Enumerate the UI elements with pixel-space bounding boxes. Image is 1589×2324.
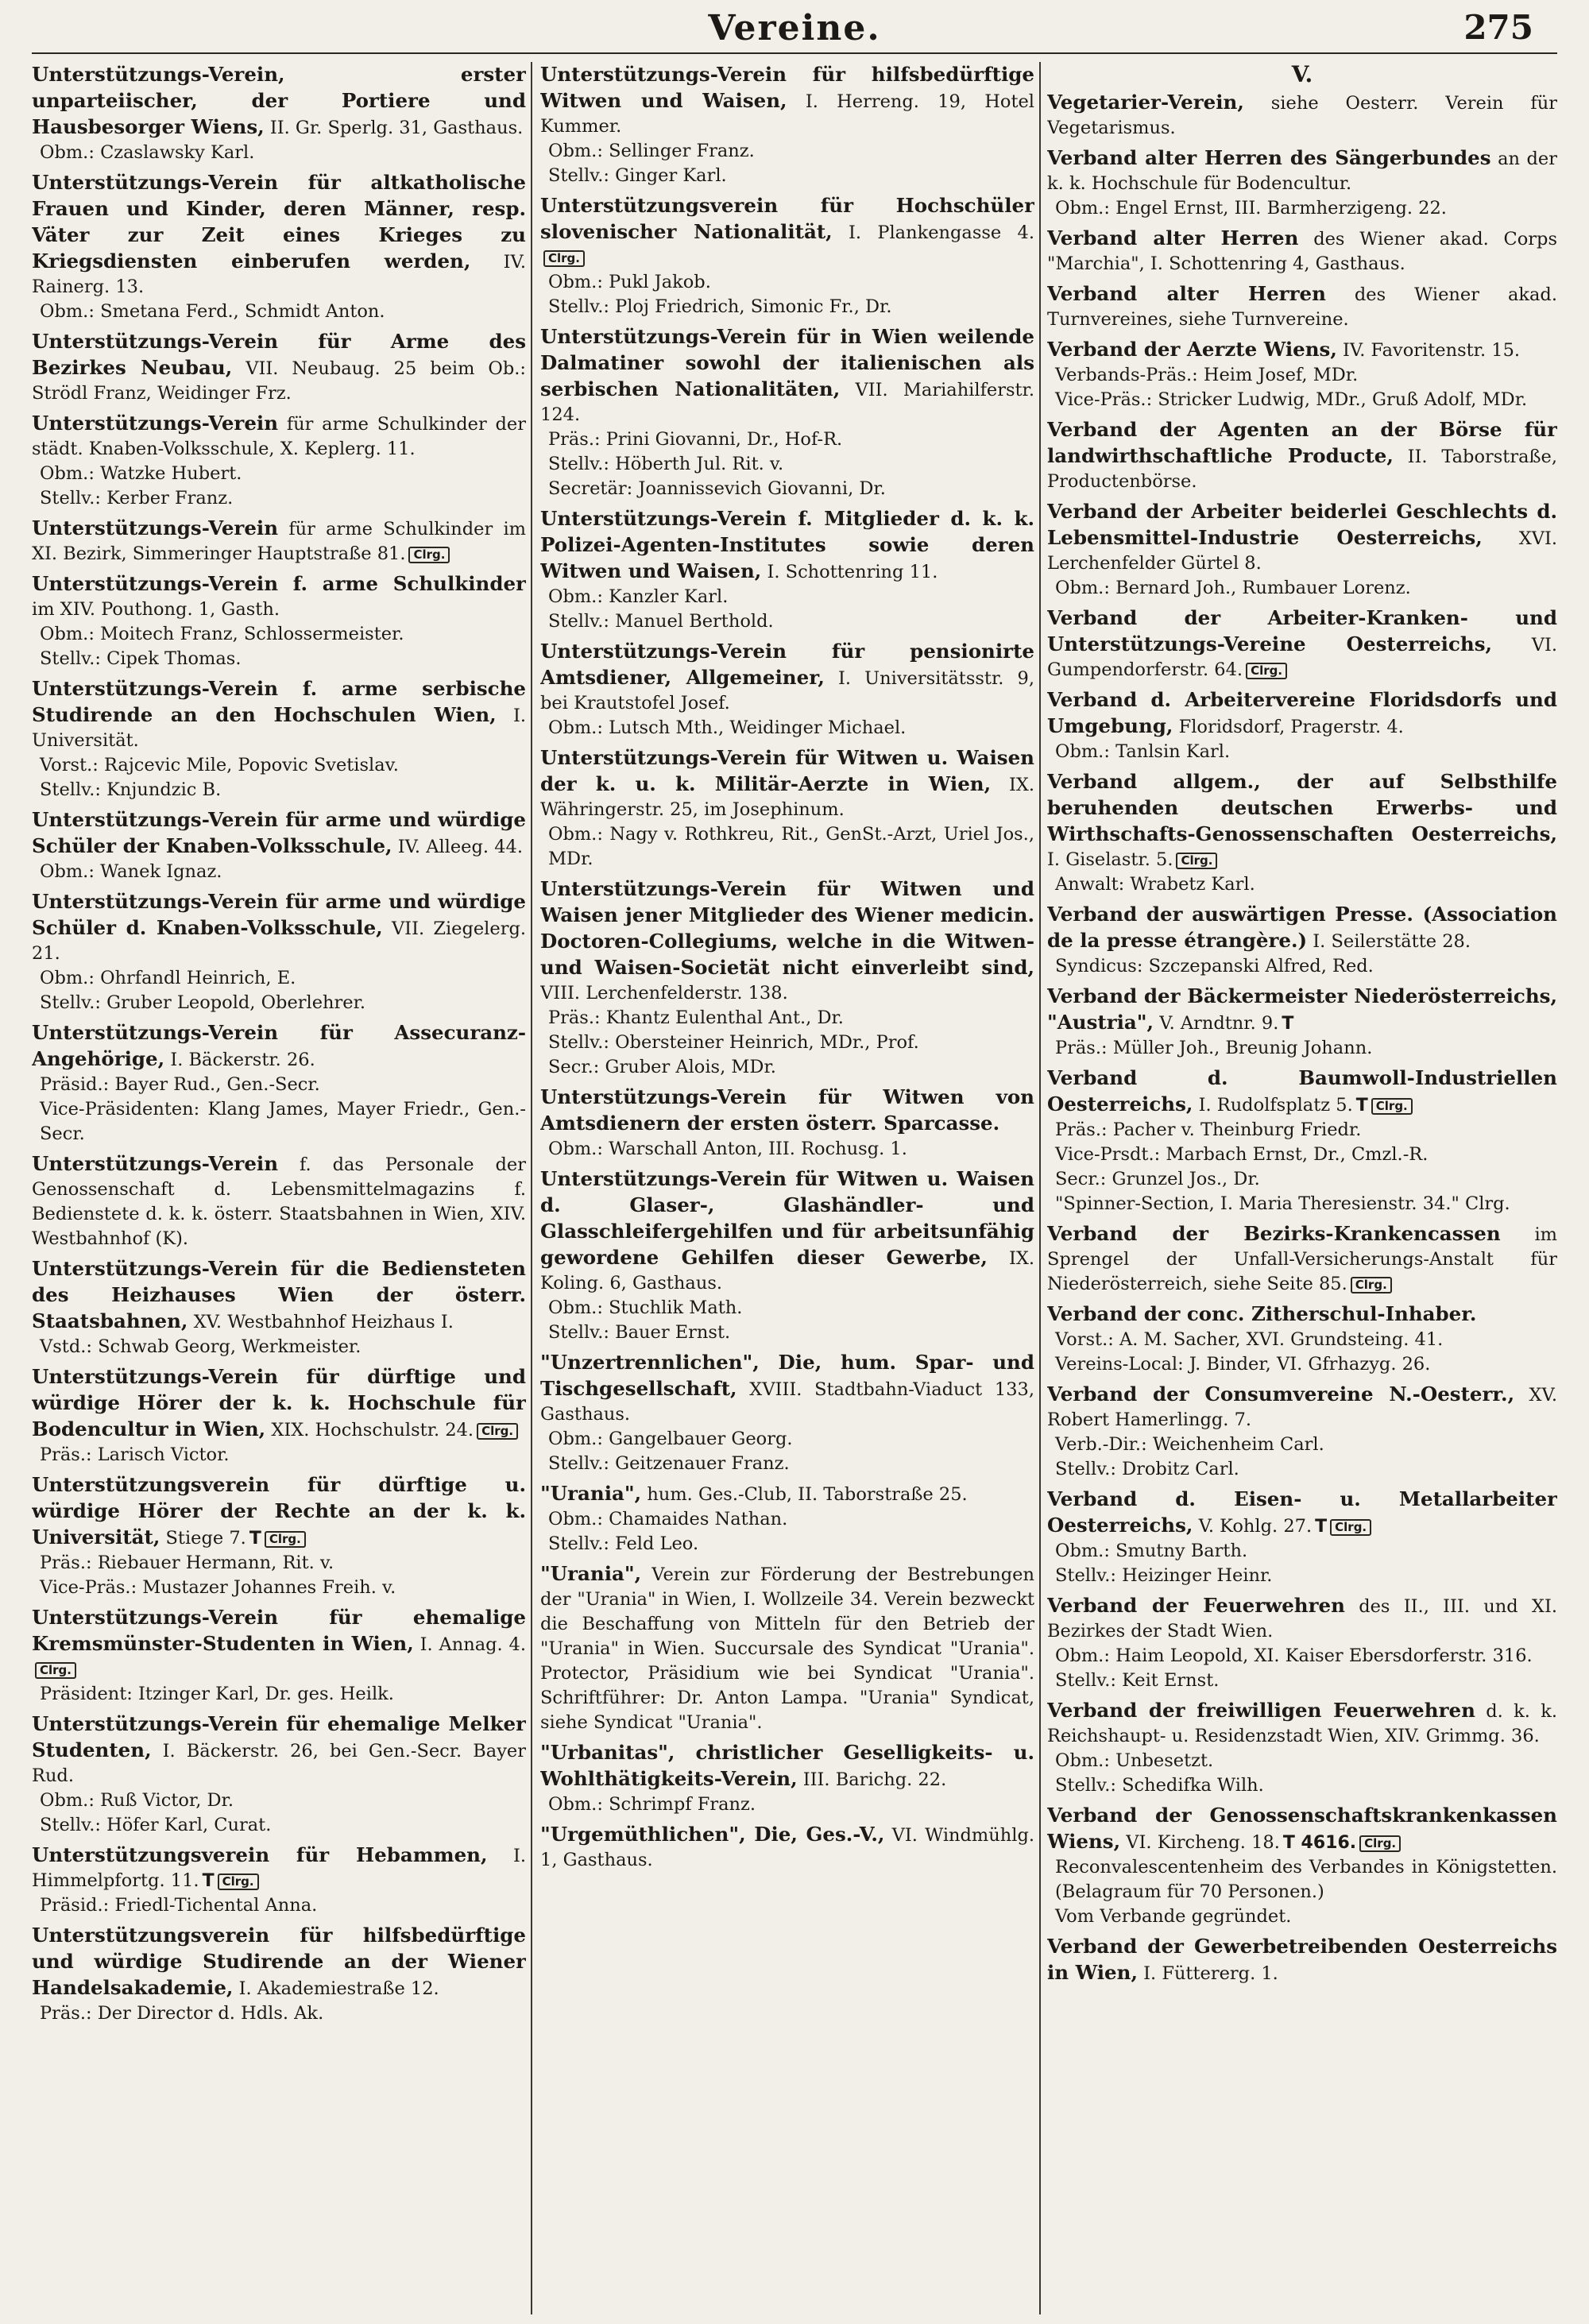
directory-entry — [32, 1605, 526, 1707]
entry-officer-line: Stellv.: Keit Ernst. — [1055, 1670, 1220, 1691]
telephone-mark: T — [1315, 1517, 1328, 1537]
entry-address: VII. Mariahilferstr. 124. — [540, 380, 1034, 425]
entry-name: Unterstützungs-Verein für Assecuranz-Angehörige, — [32, 1021, 526, 1070]
entry-officer-line: Obm.: Bernard Joh., Rumbauer Lorenz. — [1055, 578, 1411, 598]
entry-officer-line: Stellv.: Ginger Karl. — [548, 165, 727, 186]
entry-officer-line: Präsid.: Bayer Rud., Gen.-Secr. — [40, 1074, 320, 1095]
entry-address: IX. Währingerstr. 25, im Josephinum. — [540, 775, 1034, 820]
entry-officer-line: Verb.-Dir.: Weichenheim Carl. — [1055, 1434, 1324, 1455]
entry-name: Unterstützungs-Verein für ehemalige Melker Studenten, — [32, 1712, 526, 1761]
entry-address: V. Arndtnr. 9. — [1159, 1013, 1279, 1034]
directory-entry — [1047, 90, 1557, 141]
directory-entry — [540, 1350, 1034, 1476]
entry-address: für arme Schulkinder im XI. Bezirk, Simmeringer Hauptstraße 81. — [32, 519, 526, 564]
entry-address: I. Bäckerstr. 26, bei Gen.-Secr. Bayer Rud. — [32, 1741, 526, 1786]
entry-address: V. Kohlg. 27. — [1198, 1516, 1313, 1537]
entry-officer-line: Vorst.: A. M. Sacher, XVI. Grundsteing. 41. — [1055, 1329, 1444, 1350]
entry-officer-line: Obm.: Ohrfandl Heinrich, E. — [40, 968, 296, 988]
entry-name: Verband alter Herren des Sängerbundes — [1047, 146, 1491, 169]
directory-entry — [1047, 1487, 1557, 1588]
directory-entry — [1047, 1221, 1557, 1297]
entry-address: I. Füttererg. 1. — [1143, 1963, 1278, 1984]
directory-entry — [1047, 417, 1557, 494]
column-divider — [1039, 62, 1041, 2314]
entry-address: XIX. Hochschulstr. 24. — [271, 1420, 474, 1440]
entry-address: IV. Favoritenstr. 15. — [1343, 340, 1521, 361]
directory-entry — [1047, 145, 1557, 221]
directory-entry — [1047, 902, 1557, 979]
entry-name: Unterstützungs-Verein für Witwen von Amtsdienern der ersten österr. Sparcasse. — [540, 1085, 1034, 1135]
entry-officer-line: Stellv.: Gruber Leopold, Oberlehrer. — [40, 992, 366, 1013]
entry-name: Verband der Agenten an der Börse für landwirthschaftliche Producte, — [1047, 418, 1557, 467]
entry-address: I. Seilerstätte 28. — [1313, 931, 1471, 952]
entry-address: f. das Personale der Genossenschaft d. Lebensmittelmagazins f. Bedienstete d. k. k. österr. Staatsbahnen in Wien, XIV. Westbahnhof (K). — [32, 1154, 526, 1249]
entry-officer-line: Präsident: Itzinger Karl, Dr. ges. Heilk. — [40, 1684, 394, 1704]
entry-officer-line: Präsid.: Friedl-Tichental Anna. — [40, 1895, 318, 1916]
entry-address: siehe Oesterr. Verein für Vegetarismus. — [1047, 93, 1557, 138]
entry-officer-line: Obm.: Czaslawsky Karl. — [40, 142, 255, 163]
entry-officer-line: Syndicus: Szczepanski Alfred, Red. — [1055, 956, 1374, 976]
entry-officer-line: Präs.: Larisch Victor. — [40, 1444, 230, 1465]
entry-name: Verband der Arbeiter beiderlei Geschlechts d. Lebensmittel-Industrie Oesterreichs, — [1047, 500, 1557, 549]
directory-entry — [1047, 687, 1557, 764]
entry-address: d. k. k. Reichshaupt- u. Residenzstadt Wien, XIV. Grimmg. 36. — [1047, 1701, 1557, 1746]
entry-officer-line: Obm.: Sellinger Franz. — [548, 141, 755, 161]
entry-name: Unterstützungs-Verein für dürftige und würdige Hörer der k. k. Hochschule für Bodencultur in Wien, — [32, 1365, 526, 1440]
entry-officer-line: Präs.: Khantz Eulenthal Ant., Dr. — [548, 1007, 844, 1028]
entry-officer-line: Obm.: Unbesetzt. — [1055, 1750, 1214, 1771]
entry-address: IX. Koling. 6, Gasthaus. — [540, 1248, 1034, 1293]
entry-address: Floridsdorf, Pragerstr. 4. — [1178, 717, 1404, 737]
entry-officer-line: Obm.: Kanzler Karl. — [548, 586, 729, 607]
entry-address: XV. Westbahnhof Heizhaus I. — [193, 1312, 454, 1332]
clearing-badge: Clrg. — [265, 1531, 306, 1548]
entry-name: Unterstützungsverein für hilfsbedürftige und würdige Studirende an der Wiener Handelsakademie, — [32, 1924, 526, 1999]
entry-officer-line: Stellv.: Höfer Karl, Curat. — [40, 1815, 272, 1835]
entry-officer-line: Präs.: Der Director d. Hdls. Ak. — [40, 2003, 324, 2024]
entry-address: VI. Kircheng. 18. — [1126, 1832, 1280, 1853]
directory-entry — [540, 876, 1034, 1080]
entry-name: "Urania", — [540, 1562, 642, 1585]
entry-name: Unterstützungs-Verein für Witwen u. Waisen der k. u. k. Militär-Aerzte in Wien, — [540, 746, 1034, 795]
entry-name: Verband der Bäckermeister Niederösterreichs, "Austria", — [1047, 984, 1557, 1034]
entry-name: Unterstützungs-Verein — [32, 516, 279, 539]
entry-address: I. Giselastr. 5. — [1047, 849, 1173, 870]
entry-name: Unterstützungs-Verein für Arme des Bezirkes Neubau, — [32, 330, 526, 379]
entry-address: I. Annag. 4. — [419, 1634, 526, 1655]
entry-officer-line: Obm.: Wanek Ignaz. — [40, 861, 222, 882]
entry-address: XV. Robert Hamerlingg. 7. — [1047, 1385, 1557, 1430]
directory-entry — [540, 639, 1034, 741]
entry-name: Verband d. Eisen- u. Metallarbeiter Oesterreichs, — [1047, 1487, 1557, 1537]
entry-address: I. Himmelpfortg. 11. — [32, 1846, 526, 1891]
entry-officer-line: Stellv.: Cipek Thomas. — [40, 648, 242, 669]
entry-address: VII. Ziegelerg. 21. — [32, 918, 526, 964]
entry-officer-line: Obm.: Smutny Barth. — [1055, 1541, 1248, 1561]
entry-name: Verband der Aerzte Wiens, — [1047, 338, 1337, 361]
entry-officer-line: Vereins-Local: J. Binder, VI. Gfrhazyg. 26. — [1055, 1354, 1431, 1375]
telephone-mark: T — [1282, 1014, 1294, 1034]
entry-officer-line: Vom Verbande gegründet. — [1055, 1906, 1292, 1927]
clearing-badge: Clrg. — [218, 1874, 259, 1890]
entry-officer-line: Stellv.: Obersteiner Heinrich, MDr., Prof. — [548, 1032, 919, 1053]
directory-entry — [32, 62, 526, 165]
page-title: Vereine. — [708, 8, 881, 48]
entry-officer-line: "Spinner-Section, I. Maria Theresienstr. 34." Clrg. — [1055, 1193, 1510, 1214]
entry-officer-line: Stellv.: Kerber Franz. — [40, 488, 234, 508]
entry-address: an der k. k. Hochschule für Bodencultur. — [1047, 149, 1557, 194]
directory-entry — [1047, 1698, 1557, 1798]
entry-address: I. Plankengasse 4. — [848, 222, 1034, 243]
entry-name: Verband der auswärtigen Presse. (Association de la presse étrangère.) — [1047, 903, 1557, 952]
directory-entry — [32, 170, 526, 324]
entry-name: Unterstützungsverein für Hochschüler slovenischer Nationalität, — [540, 194, 1034, 243]
directory-entry — [32, 571, 526, 671]
entry-name: Unterstützungs-Verein für pensionirte Amtsdiener, Allgemeiner, — [540, 640, 1034, 689]
directory-entry — [32, 1364, 526, 1467]
clearing-badge: Clrg. — [1351, 1277, 1392, 1293]
entry-name: Unterstützungs-Verein für die Bediensteten des Heizhauses Wien der österr. Staatsbahnen, — [32, 1257, 526, 1332]
directory-entry — [1047, 226, 1557, 276]
entry-officer-line: Stellv.: Manuel Berthold. — [548, 611, 774, 632]
entry-name: Unterstützungsverein für dürftige u. würdige Hörer der Rechte an der k. k. Universität, — [32, 1473, 526, 1549]
entry-name: Unterstützungs-Verein für Witwen u. Waisen d. Glaser-, Glashändler- und Glasschleifergehilfen und für arbeitsunfähig gewordene Gehilfen dieser Gewerbe, — [540, 1167, 1034, 1269]
entry-officer-line: Secr.: Gruber Alois, MDr. — [548, 1057, 776, 1077]
entry-officer-line: Obm.: Gangelbauer Georg. — [548, 1429, 793, 1449]
entry-officer-line: Stellv.: Feld Leo. — [548, 1533, 699, 1554]
directory-entry — [32, 676, 526, 802]
entry-officer-line: Stellv.: Höberth Jul. Rit. v. — [548, 454, 784, 474]
entry-name: Unterstützungs-Verein für Witwen und Waisen jener Mitglieder des Wiener medicin. Doctoren-Collegiums, welche in die Witwen- und Waisen-Societät nicht einverleibt sind, — [540, 877, 1034, 979]
entry-officer-line: Obm.: Tanlsin Karl. — [1055, 741, 1231, 762]
entry-name: Unterstützungs-Verein f. arme serbische Studirende an den Hochschulen Wien, — [32, 677, 526, 726]
entry-name: Unterstützungs-Verein für ehemalige Kremsmünster-Studenten in Wien, — [32, 1606, 526, 1655]
entry-name: Verband der Genossenschaftskrankenkassen Wiens, — [1047, 1804, 1557, 1853]
entry-address: VI. Gumpendorferstr. 64. — [1047, 635, 1557, 680]
entry-address: im XIV. Pouthong. 1, Gasth. — [32, 599, 280, 620]
clearing-badge: Clrg. — [35, 1662, 76, 1679]
entry-address: I. Akademiestraße 12. — [238, 1978, 439, 1999]
entry-address: Verein zur Förderung der Bestrebungen der "Urania" in Wien, I. Wollzeile 34. Verein bezweckt die Beschaffung von Mitteln für den Betrieb der "Urania" in Wien. Succursale des Syndicat "Urania". Protector, Präsidium wie bei Syndicat "Urania". Schriftführer: Dr. Anton Lampa. "Urania" Syndicat, siehe Syndicat "Urania". — [540, 1564, 1034, 1733]
entry-address: im Sprengel der Unfall-Versicherungs-Anstalt für Niederösterreich, siehe Seite 85. — [1047, 1224, 1557, 1294]
directory-entry — [1047, 984, 1557, 1061]
entry-officer-line: Secr.: Grunzel Jos., Dr. — [1055, 1169, 1260, 1189]
entry-name: Verband der Gewerbetreibenden Oesterreichs in Wien, — [1047, 1935, 1557, 1984]
entry-address: Stiege 7. — [165, 1528, 246, 1549]
entry-officer-line: Obm.: Warschall Anton, III. Rochusg. 1. — [548, 1139, 907, 1159]
entry-officer-line: Vorst.: Rajcevic Mile, Popovic Svetislav. — [40, 755, 399, 775]
entry-officer-line: Obm.: Moitech Franz, Schlossermeister. — [40, 624, 404, 644]
entry-address: III. Barichg. 22. — [802, 1769, 947, 1790]
column-right — [1047, 62, 1557, 2314]
entry-name: Unterstützungs-Verein für hilfsbedürftige Witwen und Waisen, — [540, 63, 1034, 112]
entry-officer-line: Obm.: Chamaides Nathan. — [548, 1509, 788, 1529]
entry-address: I. Rudolfsplatz 5. — [1198, 1095, 1353, 1116]
entry-name: "Unzertrennlichen", Die, hum. Spar- und Tischgesellschaft, — [540, 1351, 1034, 1400]
entry-address: des Wiener akad. Turnvereines, siehe Turnvereine. — [1047, 284, 1557, 330]
directory-entry — [1047, 769, 1557, 897]
directory-entry — [32, 1472, 526, 1600]
directory-entry — [32, 1843, 526, 1918]
directory-entry — [540, 1822, 1034, 1873]
entry-officer-line: Obm.: Schrimpf Franz. — [548, 1794, 756, 1815]
directory-entry — [1047, 1382, 1557, 1482]
entry-officer-line: Stellv.: Schedifka Wilh. — [1055, 1775, 1264, 1796]
entry-officer-line: Obm.: Engel Ernst, III. Barmherzigeng. 22. — [1055, 198, 1447, 218]
entry-name: Verband der conc. Zitherschul-Inhaber. — [1047, 1302, 1477, 1325]
directory-entry — [540, 745, 1034, 872]
entry-name: "Urania", — [540, 1482, 642, 1505]
entry-officer-line: Obm.: Lutsch Mth., Weidinger Michael. — [548, 717, 907, 738]
entry-officer-line: Stellv.: Drobitz Carl. — [1055, 1459, 1239, 1479]
entry-address: des Wiener akad. Corps "Marchia", I. Schottenring 4, Gasthaus. — [1047, 229, 1557, 274]
entry-address: I. Schottenring 11. — [767, 562, 938, 582]
entry-officer-line: Anwalt: Wrabetz Karl. — [1055, 874, 1255, 895]
entry-name: Unterstützungs-Verein für altkatholische Frauen und Kinder, deren Männer, resp. Väter zur Zeit eines Krieges zu Kriegsdiensten einberufen werden, — [32, 171, 526, 273]
entry-name: Verband der Feuerwehren — [1047, 1594, 1345, 1617]
entry-officer-line: Stellv.: Geitzenauer Franz. — [548, 1453, 790, 1474]
entry-officer-line: Verbands-Präs.: Heim Josef, MDr. — [1055, 365, 1359, 385]
page-number: 275 — [1463, 8, 1533, 47]
entry-address: des II., III. und XI. Bezirkes der Stadt Wien. — [1047, 1596, 1557, 1641]
directory-entry — [1047, 1301, 1557, 1377]
entry-officer-line: Vice-Prsdt.: Marbach Ernst, Dr., Cmzl.-R. — [1055, 1144, 1429, 1165]
telephone-mark: T 4616. — [1282, 1833, 1357, 1853]
entry-officer-line: Stellv.: Knjundzic B. — [40, 779, 222, 800]
page-header — [0, 0, 1589, 56]
directory-entry — [32, 1256, 526, 1359]
entry-officer-line: Stellv.: Heizinger Heinr. — [1055, 1565, 1273, 1586]
directory-entry — [1047, 605, 1557, 683]
entry-address: VI. Windmühlg. 1, Gasthaus. — [540, 1825, 1034, 1870]
entry-name: Verband der Bezirks-Krankencassen — [1047, 1222, 1501, 1245]
entry-officer-line: Präs.: Riebauer Hermann, Rit. v. — [40, 1553, 334, 1573]
directory-entry — [32, 1020, 526, 1147]
entry-officer-line: Obm.: Smetana Ferd., Schmidt Anton. — [40, 301, 385, 322]
entry-officer-line: Präs.: Pacher v. Theinburg Friedr. — [1055, 1119, 1362, 1140]
entry-officer-line: Obm.: Stuchlik Math. — [548, 1297, 743, 1318]
column-middle — [540, 62, 1034, 2314]
directory-entry — [540, 1085, 1034, 1162]
clearing-badge: Clrg. — [1330, 1519, 1371, 1536]
entry-address: I. Universitätsstr. 9, bei Krautstofel Josef. — [540, 668, 1034, 713]
directory-entry — [540, 62, 1034, 188]
directory-entry — [32, 411, 526, 511]
telephone-mark: T — [249, 1529, 261, 1549]
entry-officer-line: Reconvalescentenheim des Verbandes in Königstetten. (Belagraum für 70 Personen.) — [1055, 1857, 1557, 1902]
entry-officer-line: Stellv.: Bauer Ernst. — [548, 1322, 731, 1343]
directory-entry — [1047, 1803, 1557, 1929]
entry-name: Unterstützungs-Verein für arme und würdige Schüler d. Knaben-Volksschule, — [32, 890, 526, 939]
directory-entry — [32, 1711, 526, 1838]
directory-entry — [1047, 1065, 1557, 1216]
entry-name: "Urgemüthlichen", Die, Ges.-V., — [540, 1823, 885, 1846]
entry-address: hum. Ges.-Club, II. Taborstraße 25. — [647, 1484, 968, 1505]
entry-name: Unterstützungs-Verein für arme und würdige Schüler der Knaben-Volksschule, — [32, 808, 526, 857]
entry-officer-line: Obm.: Ruß Victor, Dr. — [40, 1790, 234, 1811]
entry-officer-line: Vstd.: Schwab Georg, Werkmeister. — [40, 1336, 361, 1357]
section-letter: V. — [1291, 62, 1313, 87]
directory-entry — [540, 1740, 1034, 1817]
entry-address: I. Universität. — [32, 706, 526, 751]
entry-name: Verband alter Herren — [1047, 226, 1299, 249]
entry-name: Verband der Consumvereine N.-Oesterr., — [1047, 1382, 1515, 1406]
entry-address: II. Taborstraße, Productenbörse. — [1047, 447, 1557, 492]
directory-entry — [540, 506, 1034, 634]
directory-entry — [32, 329, 526, 406]
column-left — [32, 62, 526, 2314]
telephone-mark: T — [1355, 1096, 1368, 1116]
entry-name: Unterstützungs-Verein für in Wien weilende Dalmatiner sowohl der italienischen als serbischen Nationalitäten, — [540, 325, 1034, 400]
entry-address: IV. Rainerg. 13. — [32, 252, 526, 297]
directory-entry — [1047, 1593, 1557, 1693]
entry-name: "Urbanitas", christlicher Geselligkeits- u. Wohlthätigkeits-Verein, — [540, 1741, 1034, 1790]
clearing-badge: Clrg. — [1176, 853, 1217, 869]
entry-officer-line: Präs.: Müller Joh., Breunig Johann. — [1055, 1038, 1373, 1058]
directory-entry — [1047, 1934, 1557, 1986]
directory-entry — [32, 889, 526, 1015]
directory-entry — [540, 193, 1034, 319]
entry-name: Vegetarier-Verein, — [1047, 91, 1244, 114]
clearing-badge: Clrg. — [1371, 1098, 1413, 1115]
clearing-badge: Clrg. — [1359, 1835, 1401, 1852]
entry-name: Verband d. Arbeitervereine Floridsdorfs und Umgebung, — [1047, 688, 1557, 737]
entry-name: Unterstützungs-Verein — [32, 412, 279, 435]
directory-entry — [32, 1923, 526, 2026]
column-divider — [531, 62, 532, 2314]
entry-address: VIII. Lerchenfelderstr. 138. — [540, 983, 788, 1003]
entry-name: Verband der Arbeiter-Kranken- und Unterstützungs-Vereine Oesterreichs, — [1047, 606, 1557, 655]
entry-address: I. Bäckerstr. 26. — [170, 1050, 315, 1070]
entry-officer-line: Vice-Präs.: Mustazer Johannes Freih. v. — [40, 1577, 396, 1598]
entry-officer-line: Secretär: Joannissevich Giovanni, Dr. — [548, 478, 886, 499]
entry-name: Unterstützungs-Verein f. Mitglieder d. k. k. Polizei-Agenten-Institutes sowie deren Witwen und Waisen, — [540, 507, 1034, 582]
directory-entry — [1047, 281, 1557, 332]
entry-name: Verband d. Baumwoll-Industriellen Oesterreichs, — [1047, 1066, 1557, 1116]
directory-entry — [540, 324, 1034, 501]
entry-address: II. Gr. Sperlg. 31, Gasthaus. — [269, 118, 524, 138]
entry-address: I. Herreng. 19, Hotel Kummer. — [540, 91, 1034, 137]
directory-entry — [32, 807, 526, 884]
entry-name: Unterstützungsverein für Hebammen, — [32, 1843, 488, 1866]
directory-entry — [32, 1151, 526, 1251]
clearing-badge: Clrg. — [1246, 663, 1287, 679]
entry-name: Verband der freiwilligen Feuerwehren — [1047, 1699, 1475, 1722]
entry-officer-line: Stellv.: Ploj Friedrich, Simonic Fr., Dr. — [548, 296, 892, 317]
entry-officer-line: Obm.: Pukl Jakob. — [548, 272, 711, 292]
entry-name: Unterstützungs-Verein — [32, 1152, 279, 1175]
clearing-badge: Clrg. — [543, 250, 585, 267]
directory-entry — [540, 1561, 1034, 1735]
directory-entry — [32, 516, 526, 566]
entry-officer-line: Obm.: Watzke Hubert. — [40, 463, 242, 484]
clearing-badge: Clrg. — [408, 547, 450, 563]
entry-officer-line: Obm.: Haim Leopold, XI. Kaiser Ebersdorferstr. 316. — [1055, 1645, 1533, 1666]
directory-entry — [540, 1166, 1034, 1345]
entry-officer-line: Vice-Präsidenten: Klang James, Mayer Friedr., Gen.-Secr. — [40, 1099, 526, 1144]
entry-name: Verband allgem., der auf Selbsthilfe beruhenden deutschen Erwerbs- und Wirthschafts-Genossenschaften Oesterreichs, — [1047, 770, 1557, 845]
entry-address: XVIII. Stadtbahn-Viaduct 133, Gasthaus. — [540, 1379, 1034, 1425]
entry-name: Unterstützungs-Verein f. arme Schulkinder — [32, 572, 526, 595]
entry-officer-line: Präs.: Prini Giovanni, Dr., Hof-R. — [548, 429, 843, 450]
clearing-badge: Clrg. — [477, 1423, 518, 1440]
directory-entry — [1047, 499, 1557, 601]
directory-entry — [540, 1481, 1034, 1556]
entry-address: IV. Alleeg. 44. — [397, 837, 523, 857]
entry-address: XVI. Lerchenfelder Gürtel 8. — [1047, 528, 1557, 574]
directory-entry — [1047, 337, 1557, 412]
entry-address: VII. Neubaug. 25 beim Ob.: Strödl Franz, Weidinger Frz. — [32, 358, 526, 404]
entry-address: für arme Schulkinder der städt. Knaben-Volksschule, X. Keplerg. 11. — [32, 414, 526, 459]
entry-name: Unterstützungs-Verein, erster unparteiischer, der Portiere und Hausbesorger Wiens, — [32, 63, 526, 138]
entry-officer-line: Vice-Präs.: Stricker Ludwig, MDr., Gruß Adolf, MDr. — [1055, 389, 1528, 410]
entry-name: Verband alter Herren — [1047, 282, 1326, 305]
telephone-mark: T — [202, 1871, 215, 1891]
header-rule — [32, 52, 1557, 54]
entry-officer-line: Obm.: Nagy v. Rothkreu, Rit., GenSt.-Arzt, Uriel Jos., MDr. — [548, 824, 1034, 869]
